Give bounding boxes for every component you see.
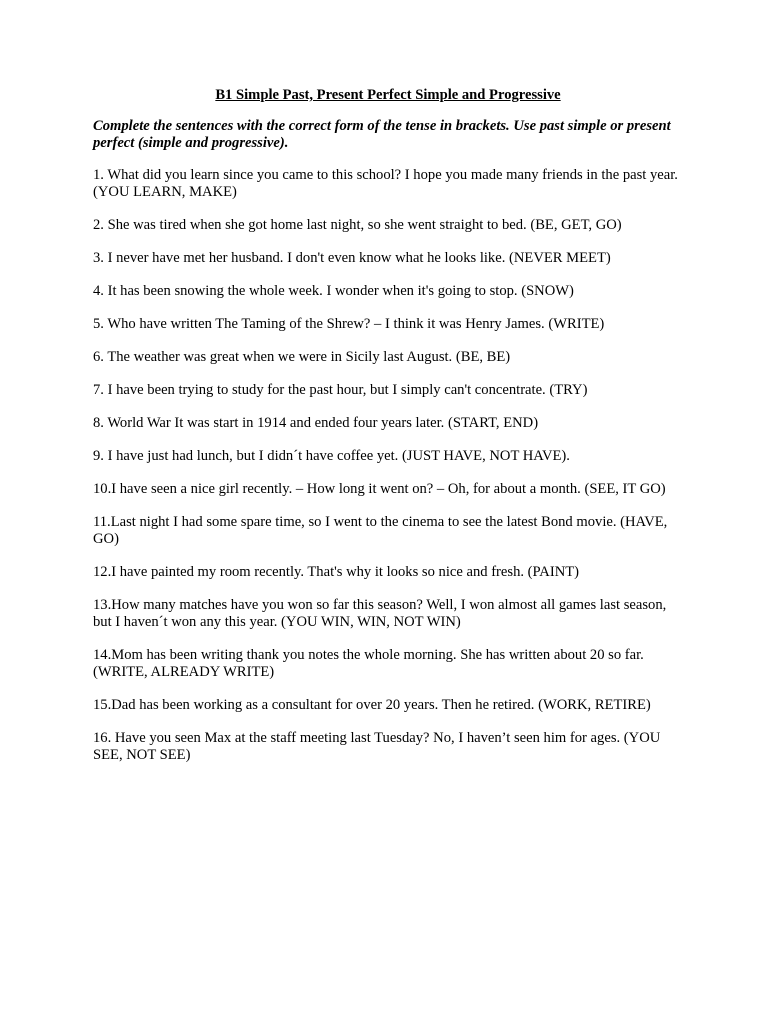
exercise-item: 15.Dad has been working as a consultant for over 20 years. Then he retired. (WORK, RETIRE) [93, 697, 651, 713]
exercise-item: 4. It has been snowing the whole week. I wonder when it's going to stop. (SNOW) [93, 283, 574, 299]
instructions: Complete the sentences with the correct form of the tense in brackets. Use past simple or present perfect (simple and progressive). [93, 118, 671, 151]
exercise-item: 2. She was tired when she got home last night, so she went straight to bed. (BE, GET, GO) [93, 217, 622, 233]
exercise-item: 13.How many matches have you won so far this season? Well, I won almost all games last season, but I haven´t won any this year. (YOU WIN, WIN, NOT WIN) [93, 597, 667, 630]
exercise-item: 10.I have seen a nice girl recently. – How long it went on? – Oh, for about a month. (SEE, IT GO) [93, 481, 666, 497]
exercise-list [93, 167, 683, 764]
document-page [93, 87, 683, 780]
document-title: B1 Simple Past, Present Perfect Simple and Progressive [215, 87, 561, 103]
exercise-item: 16. Have you seen Max at the staff meeting last Tuesday? No, I haven’t seen him for ages. (YOU SEE, NOT SEE) [93, 730, 661, 763]
exercise-item: 11.Last night I had some spare time, so I went to the cinema to see the latest Bond movie. (HAVE, GO) [93, 514, 668, 547]
exercise-item: 12.I have painted my room recently. That's why it looks so nice and fresh. (PAINT) [93, 564, 580, 580]
exercise-item: 1. What did you learn since you came to this school? I hope you made many friends in the past year. (YOU LEARN, MAKE) [93, 167, 678, 200]
exercise-item: 5. Who have written The Taming of the Shrew? – I think it was Henry James. (WRITE) [93, 316, 605, 332]
exercise-item: 8. World War It was start in 1914 and ended four years later. (START, END) [93, 415, 539, 431]
exercise-item: 3. I never have met her husband. I don't even know what he looks like. (NEVER MEET) [93, 250, 611, 266]
exercise-item: 9. I have just had lunch, but I didn´t have coffee yet. (JUST HAVE, NOT HAVE). [93, 448, 570, 464]
exercise-item: 14.Mom has been writing thank you notes the whole morning. She has written about 20 so far. (WRITE, ALREADY WRITE) [93, 647, 644, 680]
exercise-item: 7. I have been trying to study for the past hour, but I simply can't concentrate. (TRY) [93, 382, 588, 398]
exercise-item: 6. The weather was great when we were in Sicily last August. (BE, BE) [93, 349, 511, 365]
